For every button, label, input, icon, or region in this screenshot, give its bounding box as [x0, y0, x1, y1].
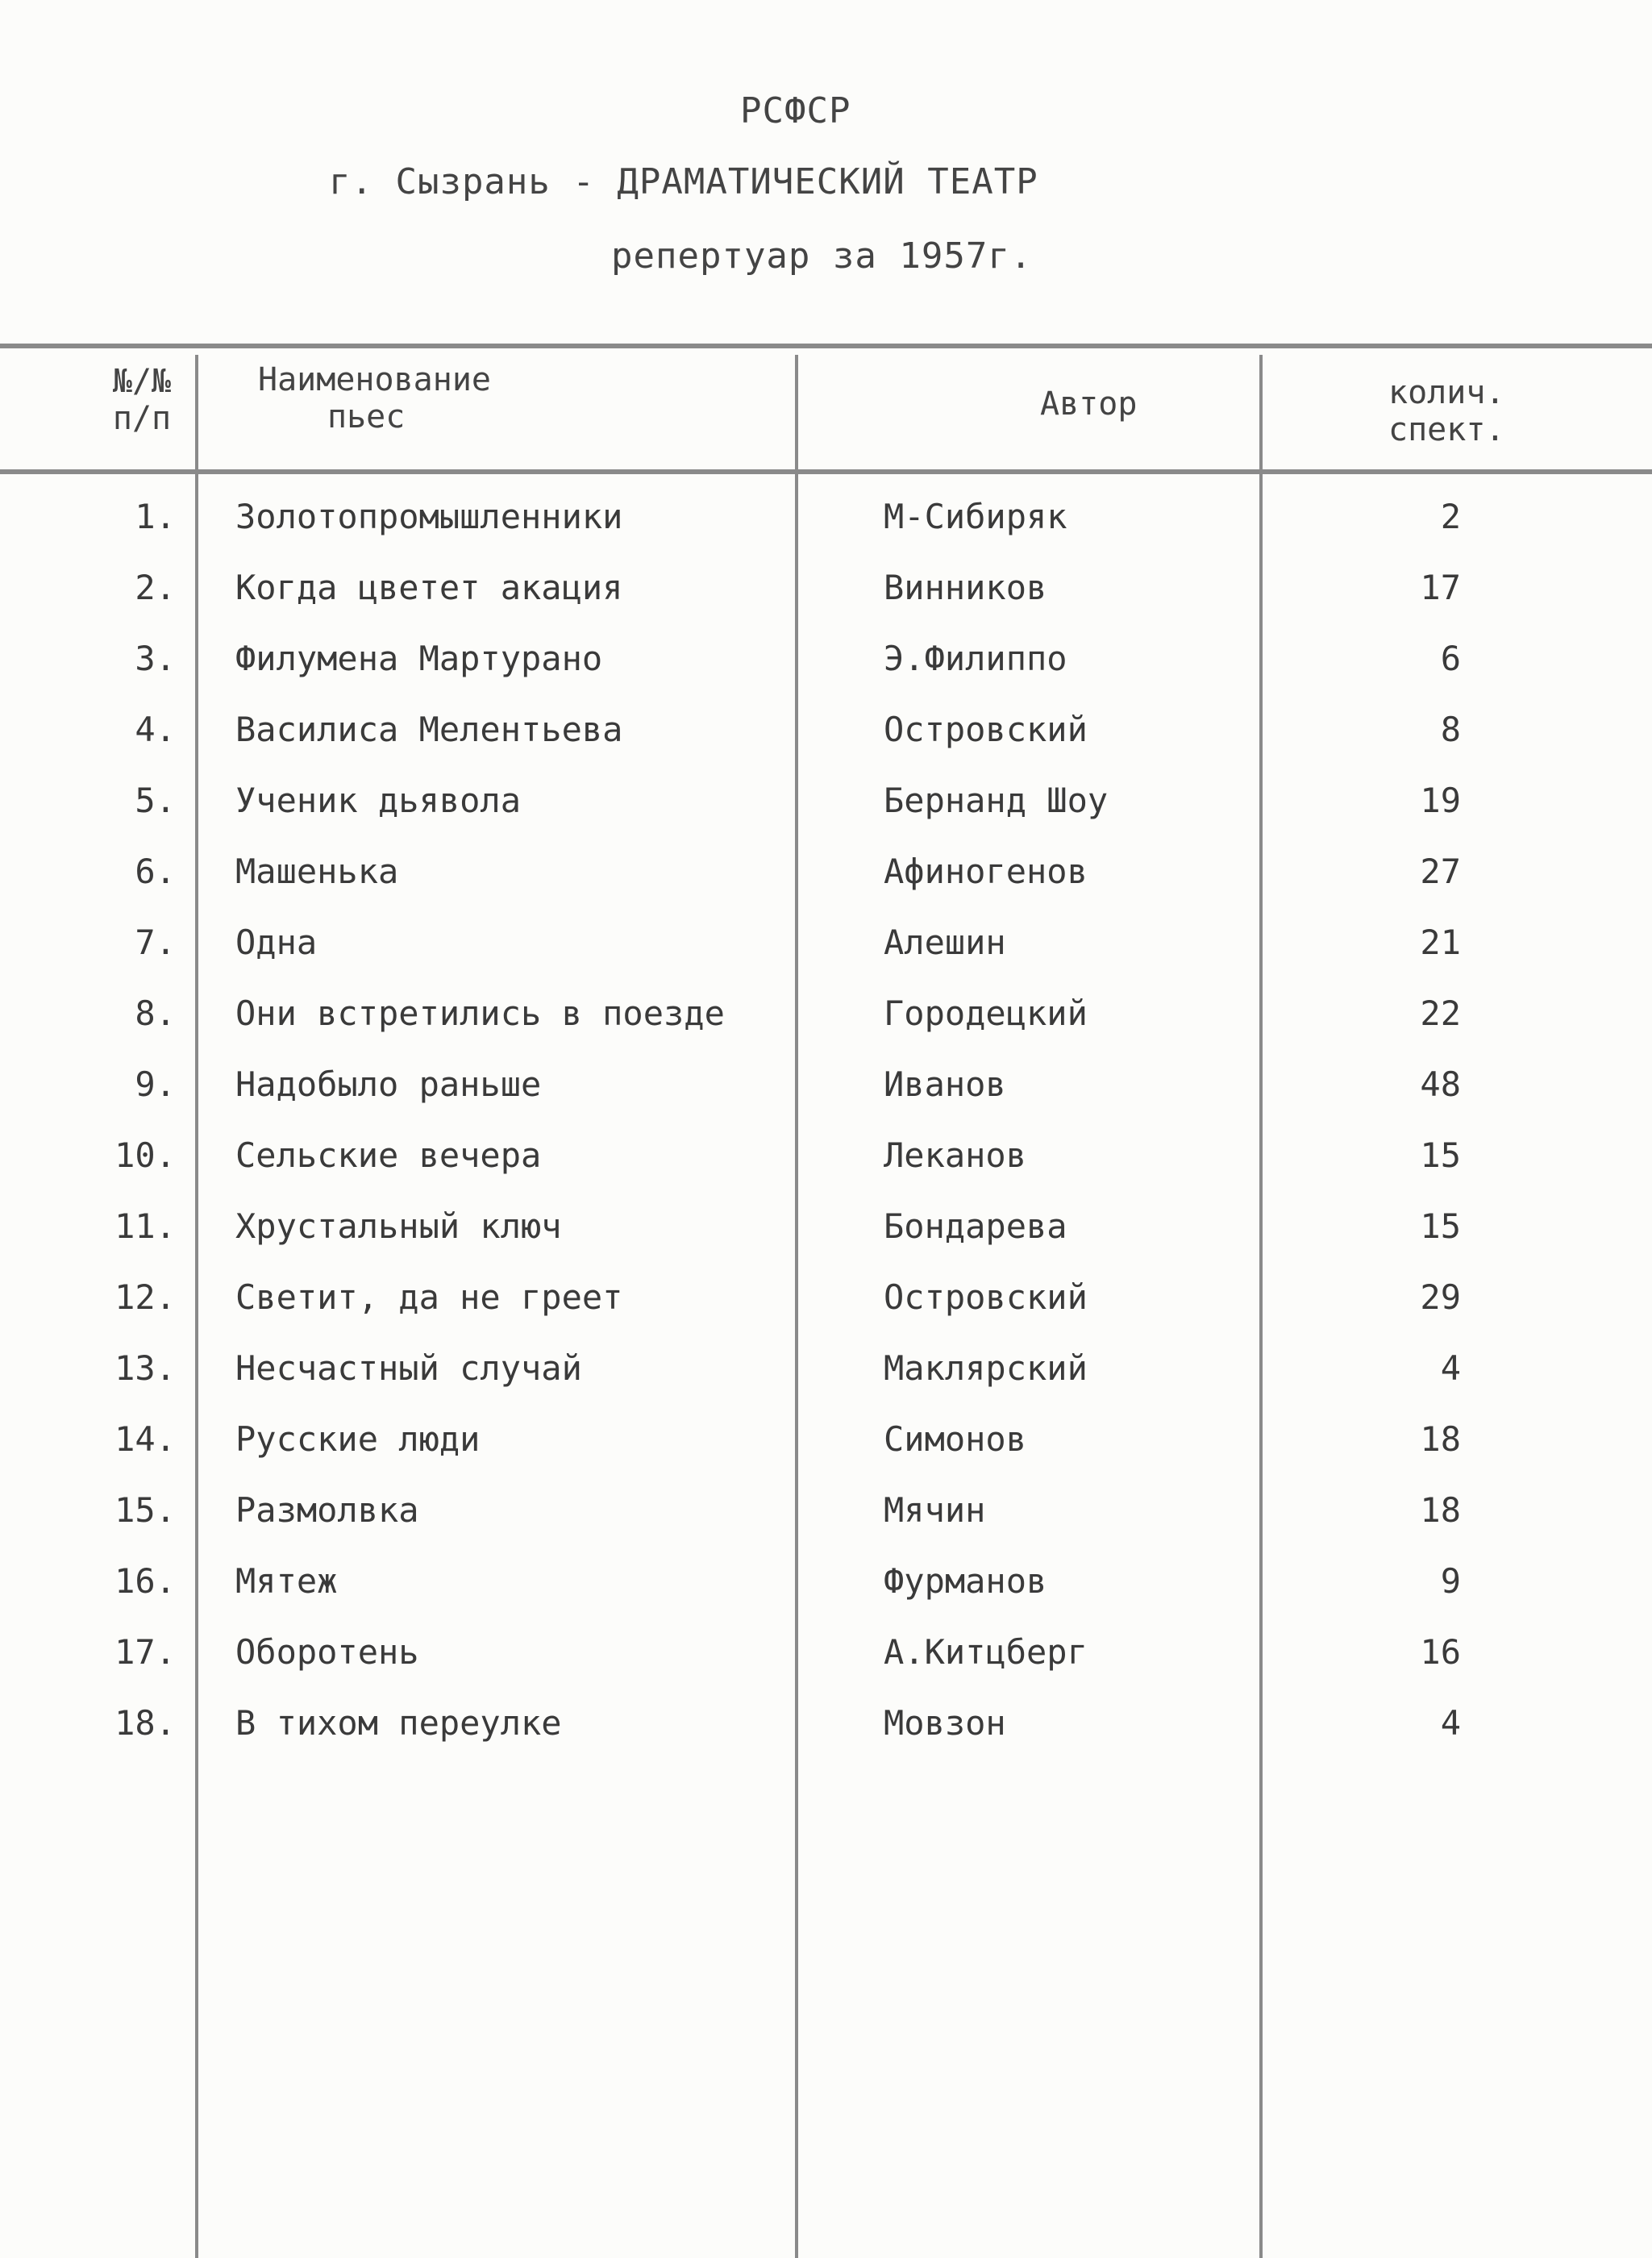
table-row: [0, 1419, 1652, 1490]
table-row: [0, 923, 1652, 994]
row-number: 10.: [114, 1135, 176, 1175]
column-header-title-line1: Наименование: [258, 361, 491, 398]
table-header-rule: [0, 469, 1652, 474]
performance-count: 18: [1420, 1490, 1461, 1530]
performance-count: 4: [1440, 1348, 1461, 1388]
repertoire-table: [0, 344, 1652, 2258]
column-header-author: Автор: [1040, 385, 1138, 423]
play-title: Они встретились в поезде: [235, 994, 725, 1033]
performance-count: 27: [1420, 852, 1461, 891]
row-number: 3.: [135, 639, 176, 678]
performance-count: 19: [1420, 781, 1461, 820]
row-number: 15.: [114, 1490, 176, 1530]
header-city-theatre: г. Сызрань - ДРАМАТИЧЕСКИЙ ТЕАТР: [329, 161, 1038, 202]
table-row: [0, 1277, 1652, 1348]
performance-count: 6: [1440, 639, 1461, 678]
table-body: [0, 497, 1652, 1774]
performance-count: 29: [1420, 1277, 1461, 1317]
play-author: А.Китцберг: [884, 1632, 1088, 1672]
performance-count: 9: [1440, 1561, 1461, 1601]
play-title: Василиса Мелентьева: [235, 710, 623, 749]
table-row: [0, 781, 1652, 852]
play-author: Фурманов: [884, 1561, 1047, 1601]
play-author: Бондарева: [884, 1206, 1067, 1246]
document-header: [0, 0, 1652, 339]
play-author: Островский: [884, 710, 1088, 749]
row-number: 16.: [114, 1561, 176, 1601]
play-author: Леканов: [884, 1135, 1027, 1175]
row-number: 4.: [135, 710, 176, 749]
column-header-count-line2: спект.: [1388, 411, 1505, 448]
table-row: [0, 852, 1652, 923]
performance-count: 48: [1420, 1064, 1461, 1104]
column-header-count: [1388, 374, 1505, 448]
table-top-rule: [0, 344, 1652, 348]
play-title: Золотопромышленники: [235, 497, 623, 536]
play-title: Размолвка: [235, 1490, 419, 1530]
table-row: [0, 1561, 1652, 1632]
table-row: [0, 1490, 1652, 1561]
row-number: 5.: [135, 781, 176, 820]
play-title: Мятеж: [235, 1561, 338, 1601]
table-row: [0, 1703, 1652, 1774]
play-title: Филумена Мартурано: [235, 639, 603, 678]
play-title: Оборотень: [235, 1632, 419, 1672]
row-number: 9.: [135, 1064, 176, 1104]
play-title: Несчастный случай: [235, 1348, 582, 1388]
performance-count: 4: [1440, 1703, 1461, 1743]
play-author: Иванов: [884, 1064, 1006, 1104]
performance-count: 17: [1420, 568, 1461, 607]
play-title: Светит, да не греет: [235, 1277, 623, 1317]
header-period: репертуар за 1957г.: [611, 235, 1033, 277]
column-header-number: [103, 363, 181, 437]
performance-count: 16: [1420, 1632, 1461, 1672]
play-author: Винников: [884, 568, 1047, 607]
table-row: [0, 639, 1652, 710]
column-header-title-line2: пьес: [327, 398, 406, 435]
row-number: 1.: [135, 497, 176, 536]
column-header-title: [258, 361, 491, 435]
column-header-number-line2: п/п: [112, 400, 172, 437]
play-author: Мовзон: [884, 1703, 1006, 1743]
play-author: Алешин: [884, 923, 1006, 962]
play-title: Ученик дьявола: [235, 781, 522, 820]
header-country: РСФСР: [740, 90, 851, 131]
play-title: Когда цветет акация: [235, 568, 623, 607]
table-row: [0, 568, 1652, 639]
table-row: [0, 994, 1652, 1064]
table-row: [0, 1064, 1652, 1135]
play-title: Сельские вечера: [235, 1135, 542, 1175]
table-row: [0, 1135, 1652, 1206]
row-number: 7.: [135, 923, 176, 962]
table-row: [0, 1348, 1652, 1419]
column-header-count-line1: колич.: [1388, 374, 1505, 411]
play-author: Маклярский: [884, 1348, 1088, 1388]
table-row: [0, 1632, 1652, 1703]
play-author: Афиногенов: [884, 852, 1088, 891]
row-number: 17.: [114, 1632, 176, 1672]
play-title: Русские люди: [235, 1419, 481, 1459]
row-number: 18.: [114, 1703, 176, 1743]
performance-count: 15: [1420, 1135, 1461, 1175]
column-header-number-line1: №/№: [112, 363, 172, 400]
play-title: В тихом переулке: [235, 1703, 562, 1743]
row-number: 11.: [114, 1206, 176, 1246]
play-title: Одна: [235, 923, 318, 962]
play-title: Машенька: [235, 852, 399, 891]
play-title: Хрустальный ключ: [235, 1206, 562, 1246]
performance-count: 21: [1420, 923, 1461, 962]
performance-count: 22: [1420, 994, 1461, 1033]
table-row: [0, 497, 1652, 568]
row-number: 8.: [135, 994, 176, 1033]
performance-count: 8: [1440, 710, 1461, 749]
play-author: Симонов: [884, 1419, 1027, 1459]
play-author: Мячин: [884, 1490, 986, 1530]
play-title: Надобыло раньше: [235, 1064, 542, 1104]
play-author: Островский: [884, 1277, 1088, 1317]
play-author: Бернанд Шоу: [884, 781, 1109, 820]
row-number: 6.: [135, 852, 176, 891]
row-number: 12.: [114, 1277, 176, 1317]
row-number: 13.: [114, 1348, 176, 1388]
row-number: 14.: [114, 1419, 176, 1459]
performance-count: 18: [1420, 1419, 1461, 1459]
play-author: Городецкий: [884, 994, 1088, 1033]
table-row: [0, 710, 1652, 781]
play-author: М-Сибиряк: [884, 497, 1067, 536]
row-number: 2.: [135, 568, 176, 607]
performance-count: 15: [1420, 1206, 1461, 1246]
play-author: Э.Филиппо: [884, 639, 1067, 678]
performance-count: 2: [1440, 497, 1461, 536]
table-row: [0, 1206, 1652, 1277]
